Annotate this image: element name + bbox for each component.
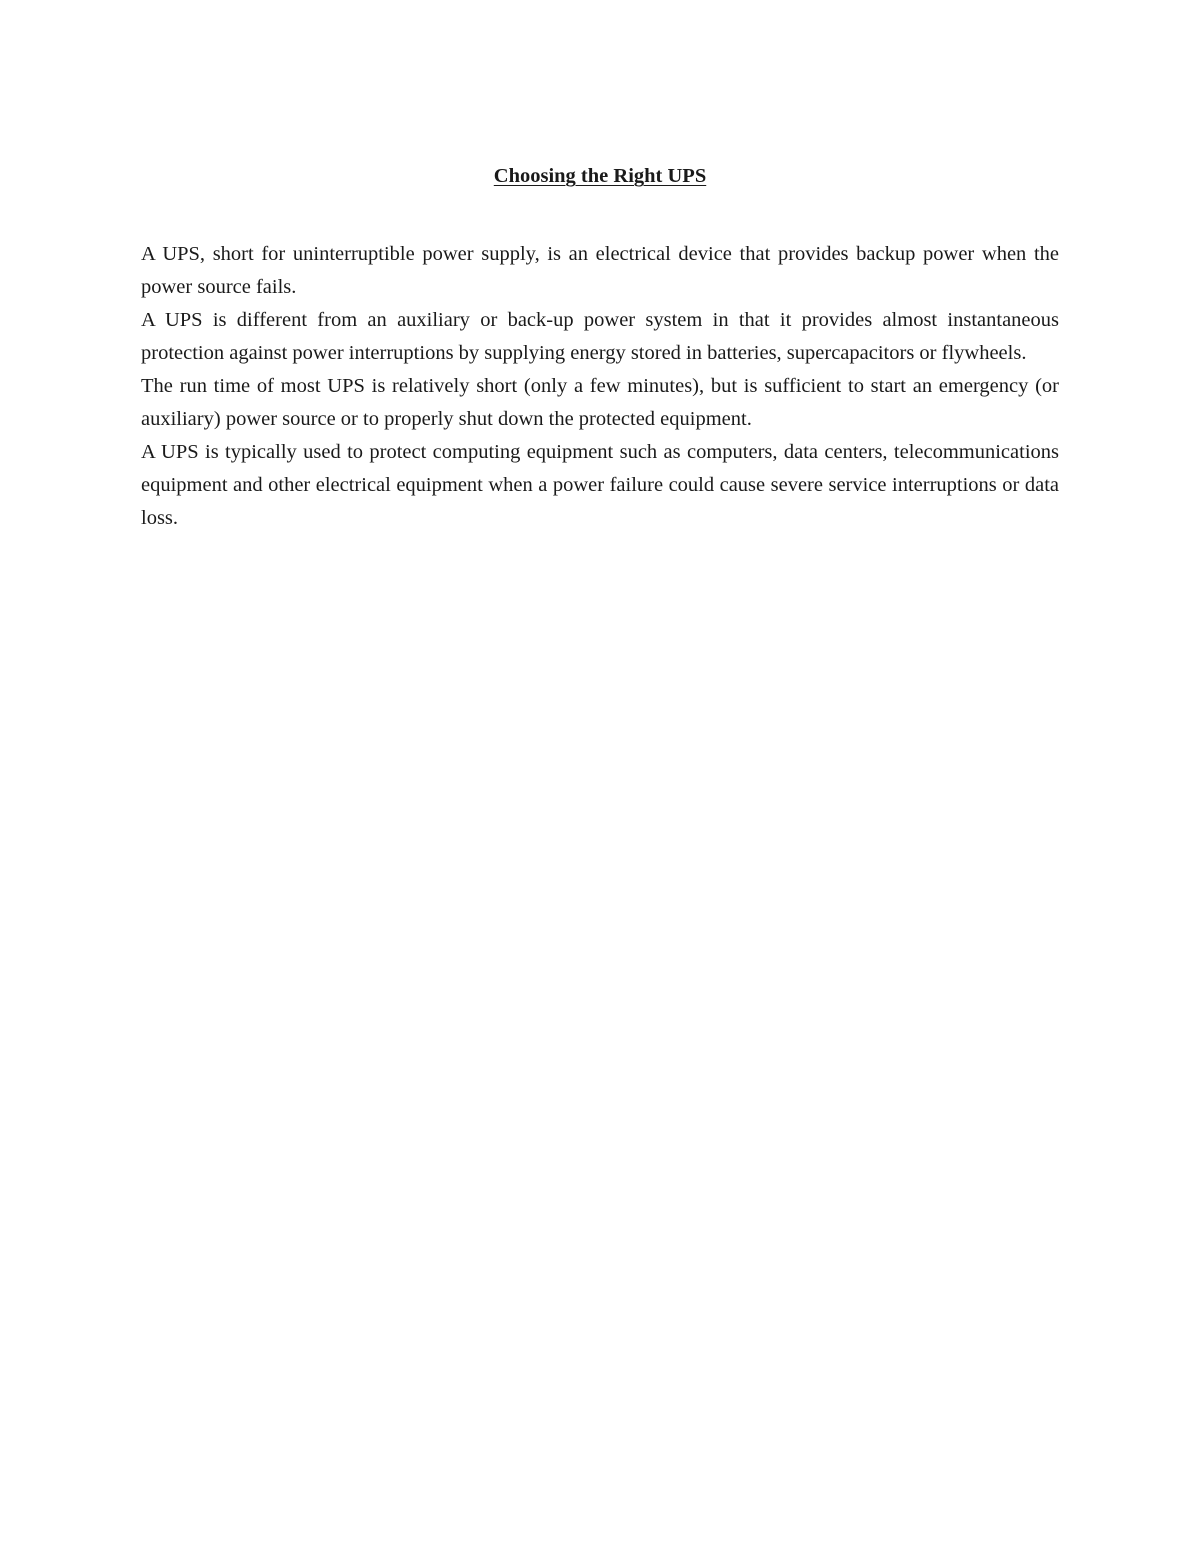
paragraph-ups-definition: A UPS, short for uninterruptible power supply, is an electrical device that provides backup power when the power source fails. — [141, 243, 1059, 298]
paragraph-ups-usage: A UPS is typically used to protect computing equipment such as computers, data centers, telecommunications equipment and other electrical equipment when a power failure could cause severe service interruptions or data loss. — [141, 441, 1059, 529]
document-title: Choosing the Right UPS — [493, 165, 707, 187]
document-body — [141, 160, 1059, 535]
paragraph-ups-run-time: The run time of most UPS is relatively short (only a few minutes), but is sufficient to start an emergency (or auxiliary) power source or to properly shut down the protected equipment. — [141, 375, 1059, 430]
paragraph-ups-difference: A UPS is different from an auxiliary or back-up power system in that it provides almost instantaneous protection against power interruptions by supplying energy stored in batteries, supercapacitors or flywheels. — [141, 309, 1059, 364]
